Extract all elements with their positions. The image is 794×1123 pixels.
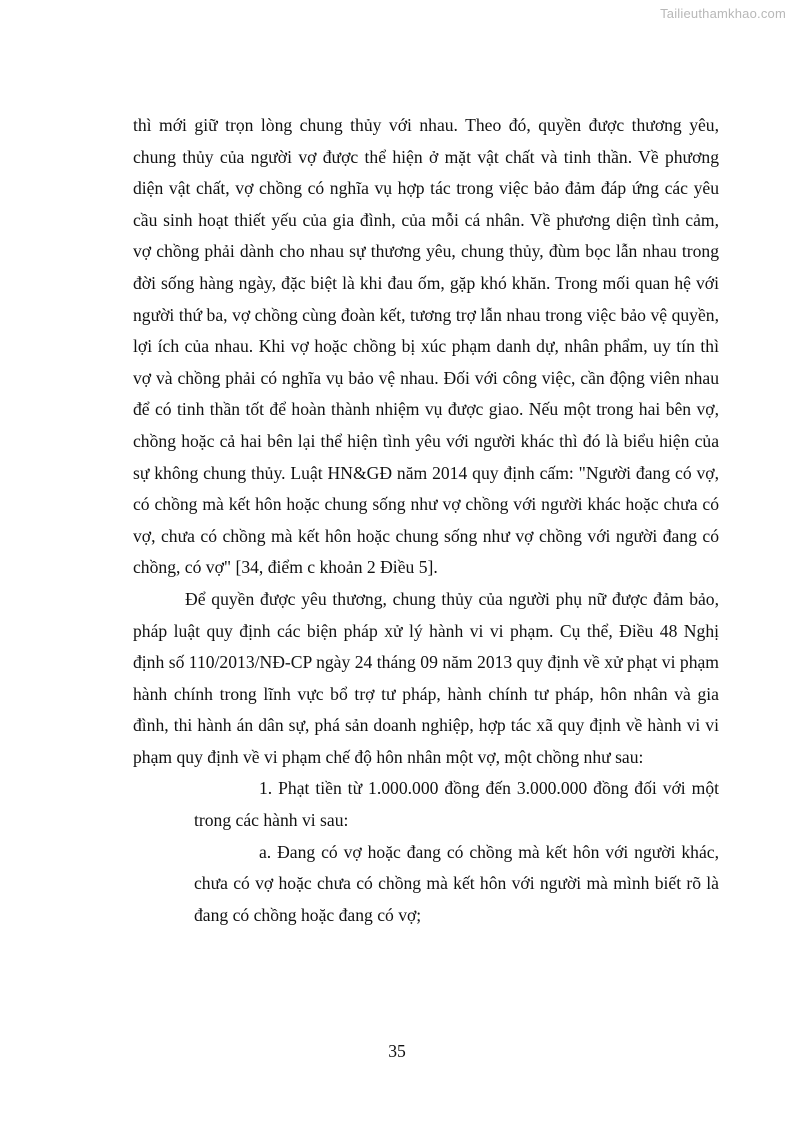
paragraph-continuation: thì mới giữ trọn lòng chung thủy với nhau. Theo đó, quyền được thương yêu, chung thủy của người vợ được thể hiện ở mặt vật chất và tinh thần. Về phương diện vật chất, vợ chồng có nghĩa vụ hợp tác trong việc bảo đảm đáp ứng các yêu cầu sinh hoạt thiết yếu của gia đình, của mỗi cá nhân. Về phương diện tình cảm, vợ chồng phải dành cho nhau sự thương yêu, chung thủy, đùm bọc lẫn nhau trong đời sống hàng ngày, đặc biệt là khi đau ốm, gặp khó khăn. Trong mối quan hệ với người thứ ba, vợ chồng cùng đoàn kết, tương trợ lẫn nhau trong việc bảo vệ quyền, lợi ích của nhau. Khi vợ hoặc chồng bị xúc phạm danh dự, nhân phẩm, uy tín thì vợ và chồng phải có nghĩa vụ bảo vệ nhau. Đối với công việc, cần động viên nhau để có tinh thần tốt để hoàn thành nhiệm vụ được giao. Nếu một trong hai bên vợ, chồng hoặc cả hai bên lại thể hiện tình yêu với người khác thì đó là biểu hiện của sự không chung thủy. Luật HN&GĐ năm 2014 quy định cấm: "Người đang có vợ, có chồng mà kết hôn hoặc chung sống như vợ chồng với người khác hoặc chưa có vợ, chưa có chồng mà kết hôn hoặc chung sống như vợ chồng với người đang có chồng, có vợ" [34, điểm c khoản 2 Điều 5]. (133, 115, 719, 578)
quote-clause-1: 1. Phạt tiền từ 1.000.000 đồng đến 3.000.000 đồng đối với một trong các hành vi sau: (194, 778, 719, 831)
paragraph-penalty-intro: Để quyền được yêu thương, chung thủy của người phụ nữ được đảm bảo, pháp luật quy định các biện pháp xử lý hành vi vi phạm. Cụ thể, Điều 48 Nghị định số 110/2013/NĐ-CP ngày 24 tháng 09 năm 2013 quy định về xử phạt vi phạm hành chính trong lĩnh vực bổ trợ tư pháp, hành chính tư pháp, hôn nhân và gia đình, thi hành án dân sự, phá sản doanh nghiệp, hợp tác xã quy định về hành vi vi phạm quy định về vi phạm chế độ hôn nhân một vợ, một chồng như sau: (133, 588, 719, 767)
document-body (133, 110, 719, 931)
page-number: 35 (388, 1041, 406, 1061)
watermark-text: Tailieuthamkhao.com (660, 6, 786, 21)
quote-clause-1a: a. Đang có vợ hoặc đang có chồng mà kết hôn với người khác, chưa có vợ hoặc chưa có chồng mà kết hôn với người mà mình biết rõ là đang có chồng hoặc đang có vợ; (194, 841, 719, 925)
